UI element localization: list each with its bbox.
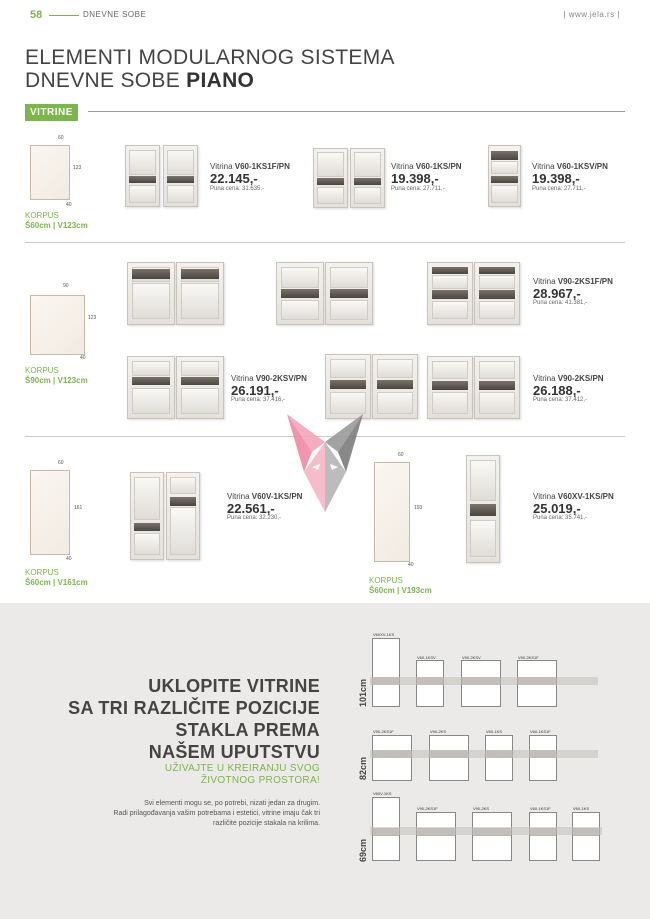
item-code: V60XV-1KS/PN	[557, 492, 614, 501]
korpus-box	[30, 295, 85, 355]
section-badge: VITRINE	[25, 104, 78, 121]
promo-headline-4: NAŠEM UPUTSTVU	[148, 742, 320, 762]
korpus-box	[374, 462, 410, 562]
cabinet-image	[127, 356, 175, 419]
korpus-width: 60	[58, 135, 64, 141]
item-name	[532, 162, 608, 171]
item-code: V60-1KS1F/PN	[234, 162, 290, 171]
item-prefix: Vitrina	[231, 374, 256, 383]
diagram-unit	[429, 735, 469, 781]
korpus-width: 60	[58, 460, 64, 466]
diagram-height-label: 101cm	[358, 678, 368, 707]
cabinet-image	[176, 356, 224, 419]
korpus-height: 123	[73, 165, 82, 171]
diagram-unit-label: V60-1KS	[573, 806, 590, 811]
promo-headline-1: UKLOPITE VITRINE	[148, 676, 320, 696]
diagram-unit	[529, 735, 557, 781]
korpus-dims: Š60cm | V123cm	[25, 221, 88, 230]
item-name	[231, 374, 307, 383]
item-price: 22.145,-	[210, 171, 258, 186]
cabinet-image	[125, 145, 160, 207]
korpus-height: 193	[414, 505, 423, 511]
item-prefix: Vitrina	[533, 374, 558, 383]
cabinet-image	[488, 145, 521, 207]
korpus-label: KORPUS	[369, 576, 403, 585]
diagram-unit-label: V90-2KS1F	[417, 806, 438, 811]
diagram-unit	[472, 812, 512, 861]
diagram-unit-label: V60V-1KS	[373, 791, 392, 796]
cabinet-image	[127, 262, 175, 325]
item-prefix: Vitrina	[532, 162, 557, 171]
item-price: 25.019,-	[533, 501, 581, 516]
cabinet-image	[176, 262, 224, 325]
item-prefix: Vitrina	[210, 162, 235, 171]
row-divider	[25, 242, 625, 243]
item-name	[210, 162, 290, 171]
korpus-box	[30, 470, 70, 555]
item-code: V60V-1KS/PN	[251, 492, 303, 501]
diagram-unit-label: V90-2KS	[430, 729, 447, 734]
cabinet-image	[350, 148, 385, 208]
item-full-price: Puna cena: 35.741,-	[533, 515, 588, 521]
diagram-unit-label: V60-1KS1F	[530, 806, 551, 811]
diagram-unit-label: V90-2KS1F	[373, 729, 394, 734]
promo-block	[0, 675, 320, 829]
item-full-price: Puna cena: 32.230,-	[227, 515, 282, 521]
diagram-unit	[572, 812, 600, 861]
cabinet-image	[325, 354, 371, 419]
diagram-unit-label: V90-2KS1F	[518, 655, 539, 660]
korpus-dims: Š60cm | V161cm	[25, 578, 88, 587]
cabinet-image	[325, 262, 373, 325]
cabinet-image	[474, 356, 520, 419]
section-rule	[88, 111, 625, 112]
cabinet-image	[427, 262, 473, 325]
item-code: V60-1KS/PN	[415, 162, 462, 171]
cabinet-image	[313, 148, 348, 208]
item-prefix: Vitrina	[391, 162, 416, 171]
item-price: 28.967,-	[533, 286, 581, 301]
korpus-depth: 40	[66, 202, 72, 208]
item-price: 19.398,-	[532, 171, 580, 186]
diagram-unit-label: V60-1KS1F	[530, 729, 551, 734]
diagram-unit-label: V60-1KSV	[417, 655, 436, 660]
diagram-unit	[485, 735, 513, 781]
item-code: V60-1KSV/PN	[556, 162, 608, 171]
page-number: 58	[30, 9, 43, 21]
item-name	[533, 277, 613, 286]
diagram-unit	[372, 735, 412, 781]
item-price: 22.561,-	[227, 501, 275, 516]
korpus-label: KORPUS	[25, 568, 59, 577]
item-name	[391, 162, 462, 171]
item-price: 26.188,-	[533, 383, 581, 398]
item-price: 19.398,-	[391, 171, 439, 186]
korpus-label: KORPUS	[25, 211, 59, 220]
korpus-depth: 40	[66, 556, 72, 562]
korpus-label: KORPUS	[25, 366, 59, 375]
title-prefix: DNEVNE SOBE	[25, 69, 187, 92]
header-rule	[49, 15, 79, 16]
cabinet-image	[474, 262, 520, 325]
item-code: V90-2KS/PN	[557, 374, 604, 383]
diagram-shelf	[370, 677, 598, 685]
cabinet-image	[466, 455, 500, 563]
item-price: 26.191,-	[231, 383, 279, 398]
item-prefix: Vitrina	[533, 277, 558, 286]
promo-body-1: Svi elementi mogu se, po potrebi, nizati jedan za drugim.	[144, 800, 320, 807]
item-full-price: Puna cena: 27.711,-	[391, 186, 445, 192]
cabinet-image	[427, 356, 473, 419]
diagram-unit	[529, 812, 557, 861]
korpus-width: 60	[398, 452, 404, 458]
header-section: DNEVNE SOBE	[83, 10, 147, 19]
cabinet-image	[372, 354, 418, 419]
promo-sub-2: ŽIVOTNOG PROSTORA!	[200, 775, 320, 786]
cabinet-image	[163, 145, 198, 207]
korpus-height: 123	[88, 315, 97, 321]
korpus-dims: Š60cm | V193cm	[369, 586, 432, 595]
item-name	[227, 492, 302, 501]
korpus-dims: Š90cm | V123cm	[25, 376, 88, 385]
header-url[interactable]: | www.jela.rs |	[563, 10, 620, 19]
diagram-unit-label: V90-2KSV	[462, 655, 481, 660]
item-full-price: Puna cena: 37.416,-	[231, 397, 286, 403]
title-bold: PIANO	[186, 69, 255, 92]
cabinet-image	[130, 472, 164, 560]
diagram-height-label: 69cm	[358, 838, 368, 862]
promo-sub-1: UŽIVAJTE U KREIRANJU SVOG	[164, 763, 320, 774]
korpus-depth: 40	[80, 355, 86, 361]
page-title-line1: ELEMENTI MODULARNOG SISTEMA	[25, 46, 395, 69]
promo-body-2: Radi prilagođavanja vašim potrebama i estetici, vitrine imaju čak tri	[113, 810, 320, 817]
promo-body-3: različite pozicije stakala na krilima.	[213, 820, 320, 827]
korpus-width: 90	[63, 283, 69, 289]
item-full-price: Puna cena: 27.711,-	[532, 186, 586, 192]
korpus-depth: 40	[408, 562, 414, 568]
item-code: V90-2KSV/PN	[255, 374, 307, 383]
diagram-unit-label: V60-1KS	[486, 729, 503, 734]
diagram-shelf	[370, 750, 598, 758]
page-title-line2	[25, 69, 254, 93]
korpus-box	[30, 145, 70, 200]
cabinet-image	[276, 262, 324, 325]
promo-headline-3: STAKLA PREMA	[175, 720, 320, 740]
diagram-shelf	[370, 827, 602, 835]
diagram-height-label: 82cm	[358, 756, 368, 780]
diagram-unit	[372, 638, 400, 707]
item-name	[533, 374, 604, 383]
item-full-price: Puna cena: 31.635,-	[210, 186, 265, 192]
item-name	[533, 492, 614, 501]
item-code: V90-2KS1F/PN	[557, 277, 613, 286]
item-prefix: Vitrina	[227, 492, 252, 501]
promo-headline-2: SA TRI RAZLIČITE POZICIJE	[68, 698, 320, 718]
diagram-unit-label: V60XV-1KS	[373, 632, 395, 637]
fox-logo-icon	[282, 412, 368, 522]
item-full-price: Puna cena: 37.412,-	[533, 397, 588, 403]
item-prefix: Vitrina	[533, 492, 558, 501]
diagram-unit-label: V90-2KS	[473, 806, 490, 811]
diagram-unit	[416, 812, 456, 861]
item-full-price: Puna cena: 41.381,-	[533, 300, 588, 306]
korpus-height: 161	[74, 505, 83, 511]
cabinet-image	[166, 472, 200, 560]
